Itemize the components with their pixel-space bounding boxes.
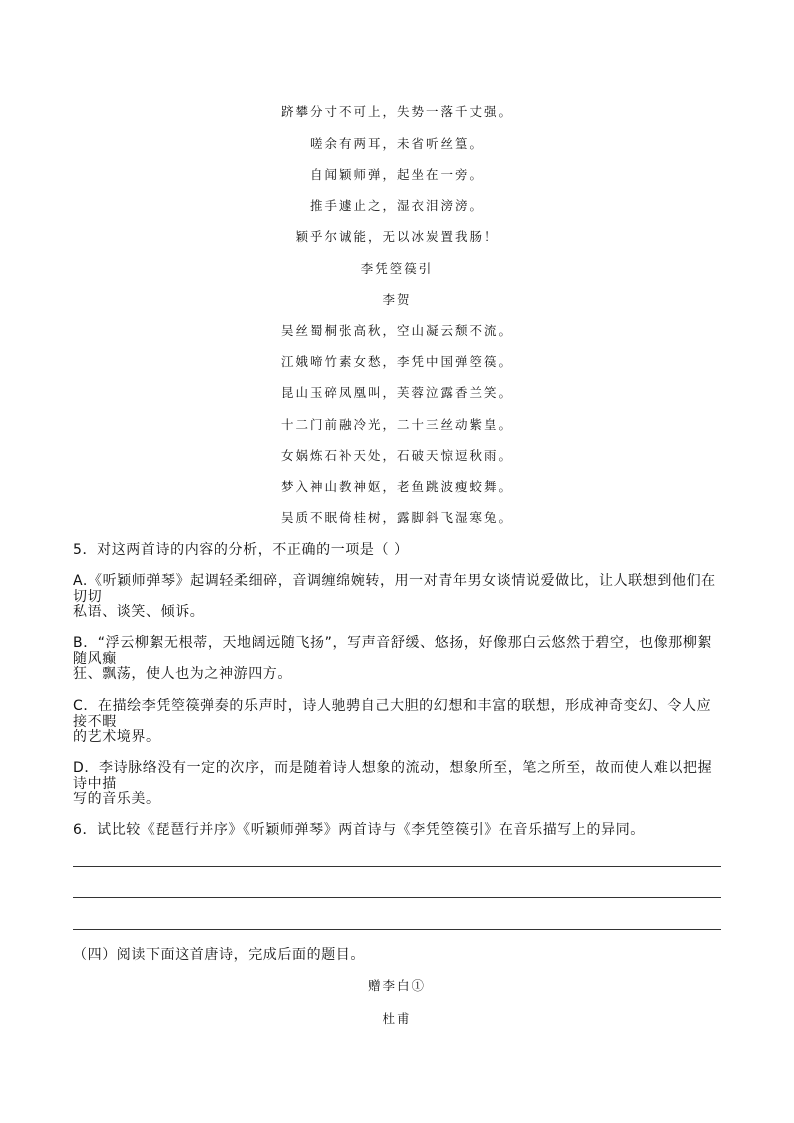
poem1-line-1: 跻攀分寸不可上，失势一落千丈强。 [280, 104, 513, 119]
question5-option-b-line2: 狂、飘荡，使人也为之神游四方。 [73, 666, 292, 682]
poem1-line-2: 嗟余有两耳，未省听丝篁。 [309, 136, 484, 151]
question5-option-a-line2: 私语、谈笑、倾诉。 [73, 604, 205, 620]
poem2-line-6: 梦入神山教神妪，老鱼跳波瘦蛟舞。 [280, 479, 513, 494]
section4-heading: （四）阅读下面这首唐诗，完成后面的题目。 [73, 947, 365, 963]
poem2-line-7: 吴质不眠倚桂树，露脚斜飞湿寒兔。 [280, 510, 513, 525]
poem2-line-4: 十二门前融冷光，二十三丝动紫皇。 [280, 417, 513, 432]
poem1-line-3: 自闻颖师弹，起坐在一旁。 [309, 167, 484, 182]
question5-option-a-line1: A.《听颖师弹琴》起调轻柔细碎，音调缠绵婉转，用一对青年男女谈情说爱做比，让人联想到他们在切切 [73, 573, 716, 605]
section4-poem-title: 赠李白① [367, 978, 426, 993]
question5-option-d-line2: 写的音乐美。 [73, 791, 161, 807]
question5-stem: 5．对这两首诗的内容的分析，不正确的一项是（ ） [73, 542, 409, 558]
answer-line-1[interactable] [73, 866, 721, 867]
poem2-line-1: 吴丝蜀桐张高秋，空山凝云颓不流。 [280, 323, 513, 338]
poem2-line-2: 江娥啼竹素女愁，李凭中国弹箜篌。 [280, 354, 513, 369]
poem2-line-5: 女娲炼石补天处，石破天惊逗秋雨。 [280, 448, 513, 463]
poem1-line-4: 推手遽止之，湿衣泪滂滂。 [309, 198, 484, 213]
poem2-author: 李贺 [382, 292, 412, 307]
poem2-title: 李凭箜篌引 [360, 261, 434, 276]
question5-option-b-line1: B．“浮云柳絮无根蒂，天地阔远随飞扬”，写声音舒缓、悠扬，好像那白云悠然于碧空，也像那柳絮随风癫 [73, 635, 713, 667]
poem2-line-3: 昆山玉碎凤凰叫，芙蓉泣露香兰笑。 [280, 385, 513, 400]
question6-stem: 6．试比较《琵琶行并序》《听颖师弹琴》两首诗与《李凭箜篌引》在音乐描写上的异同。 [73, 822, 645, 838]
question5-option-c-line2: 的艺术境界。 [73, 729, 161, 745]
question5-option-d-line1: D．李诗脉络没有一定的次序，而是随着诗人想象的流动，想象所至，笔之所至，故而使人难以把握诗中描 [73, 760, 713, 792]
answer-line-3[interactable] [73, 929, 721, 930]
section4-poem-author: 杜甫 [382, 1011, 412, 1026]
answer-line-2[interactable] [73, 897, 721, 898]
question5-option-c-line1: C．在描绘李凭箜篌弹奏的乐声时，诗人驰骋自己大胆的幻想和丰富的联想，形成神奇变幻、令人应接不暇 [73, 698, 712, 730]
poem1-line-5: 颖乎尔诚能，无以冰炭置我肠！ [295, 229, 499, 244]
